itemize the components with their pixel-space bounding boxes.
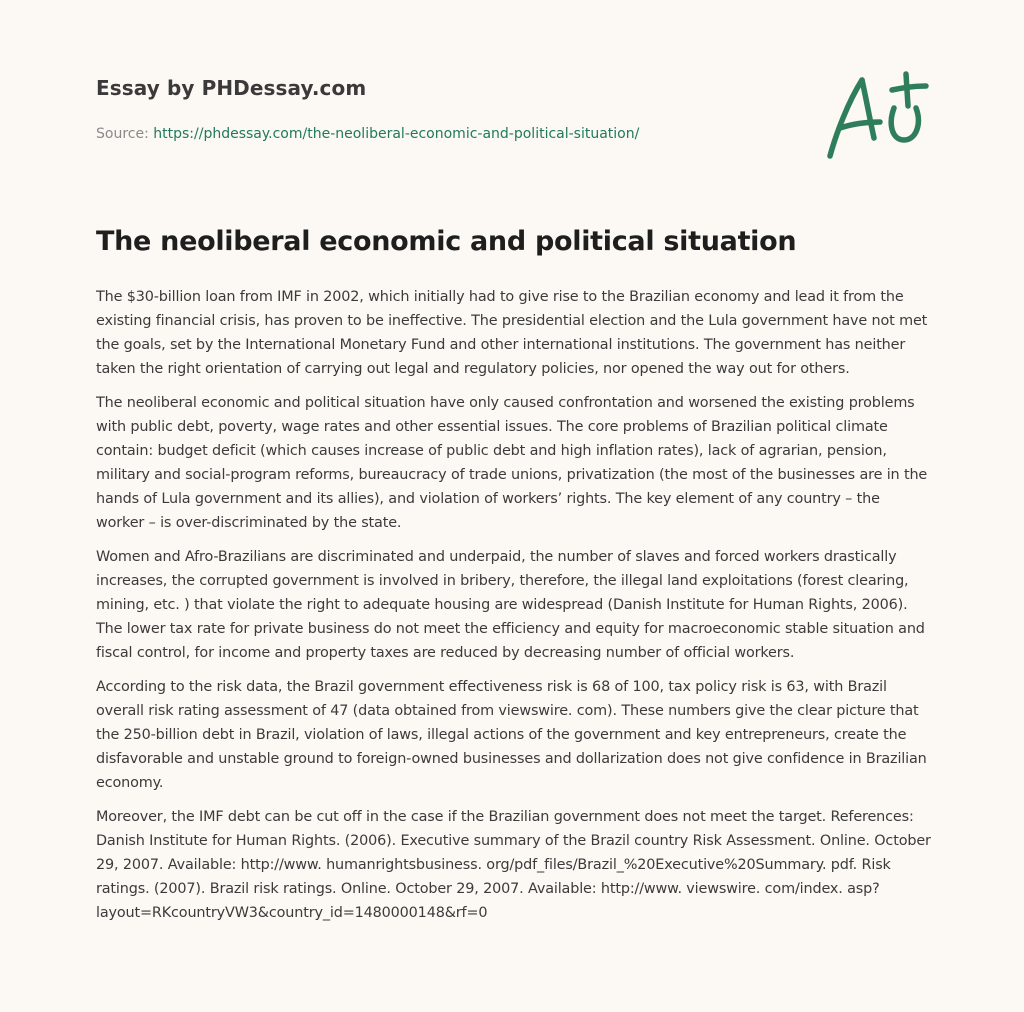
article-paragraph: According to the risk data, the Brazil government effectiveness risk is 68 of 100, tax policy risk is 63, with Brazil overall risk rating assessment of 47 (data obtained from viewswire. com). These numbers give the clear picture that the 250-billion debt in Brazil, violation of laws, illegal actions of the government and key entrepreneurs, create the disfavorable and unstable ground to foreign-owned businesses and dollarization does not give confidence in Brazilian economy. <box>96 679 927 791</box>
source-label: Source: <box>96 126 154 142</box>
article-title: The neoliberal economic and political situation <box>96 226 797 257</box>
source-line <box>96 126 796 142</box>
article-paragraph: The $30-billion loan from IMF in 2002, which initially had to give rise to the Brazilian economy and lead it from the existing financial crisis, has proven to be ineffective. The presidential election and the Lula government have not met the goals, set by the International Monetary Fund and other international institutions. The government has neither taken the right orientation of carrying out legal and regulatory policies, nor opened the way out for others. <box>96 289 928 377</box>
source-link[interactable]: https://phdessay.com/the-neoliberal-economic-and-political-situation/ <box>153 126 640 142</box>
article-body <box>96 285 932 935</box>
brand-title: Essay by PHDessay.com <box>96 76 367 100</box>
page-header <box>96 76 796 142</box>
article-paragraph: The neoliberal economic and political situation have only caused confrontation and worsened the existing problems with public debt, poverty, wage rates and other essential issues. The core problems of Brazilian political climate contain: budget deficit (which causes increase of public debt and high inflation rates), lack of agrarian, pension, military and social-program reforms, bureaucracy of trade unions, privatization (the most of the businesses are in the hands of Lula government and its allies), and violation of workers’ rights. The key element of any country – the worker – is over-discriminated by the state. <box>96 395 928 531</box>
article-paragraph: Women and Afro-Brazilians are discriminated and underpaid, the number of slaves and forced workers drastically increases, the corrupted government is involved in bribery, therefore, the illegal land exploitations (forest clearing, mining, etc. ) that violate the right to adequate housing are widespread (Danish Institute for Human Rights, 2006). The lower tax rate for private business do not meet the efficiency and equity for macroeconomic stable situation and fiscal control, for income and property taxes are reduced by decreasing number of official workers. <box>96 549 925 661</box>
article-paragraph: Moreover, the IMF debt can be cut off in the case if the Brazilian government does not meet the target. References: Danish Institute for Human Rights. (2006). Executive summary of the Brazil country Risk Assessment. Online. October 29, 2007. Available: http://www. humanrightsbusiness. org/pdf_files/Brazil_%20Executive%20Summary. pdf. Risk ratings. (2007). Brazil risk ratings. Online. October 29, 2007. Available: http://www. viewswire. com/index. asp? layout=RKcountryVW3&country_id=1480000148&rf=0 <box>96 809 931 921</box>
a-plus-grade-icon <box>822 68 930 164</box>
